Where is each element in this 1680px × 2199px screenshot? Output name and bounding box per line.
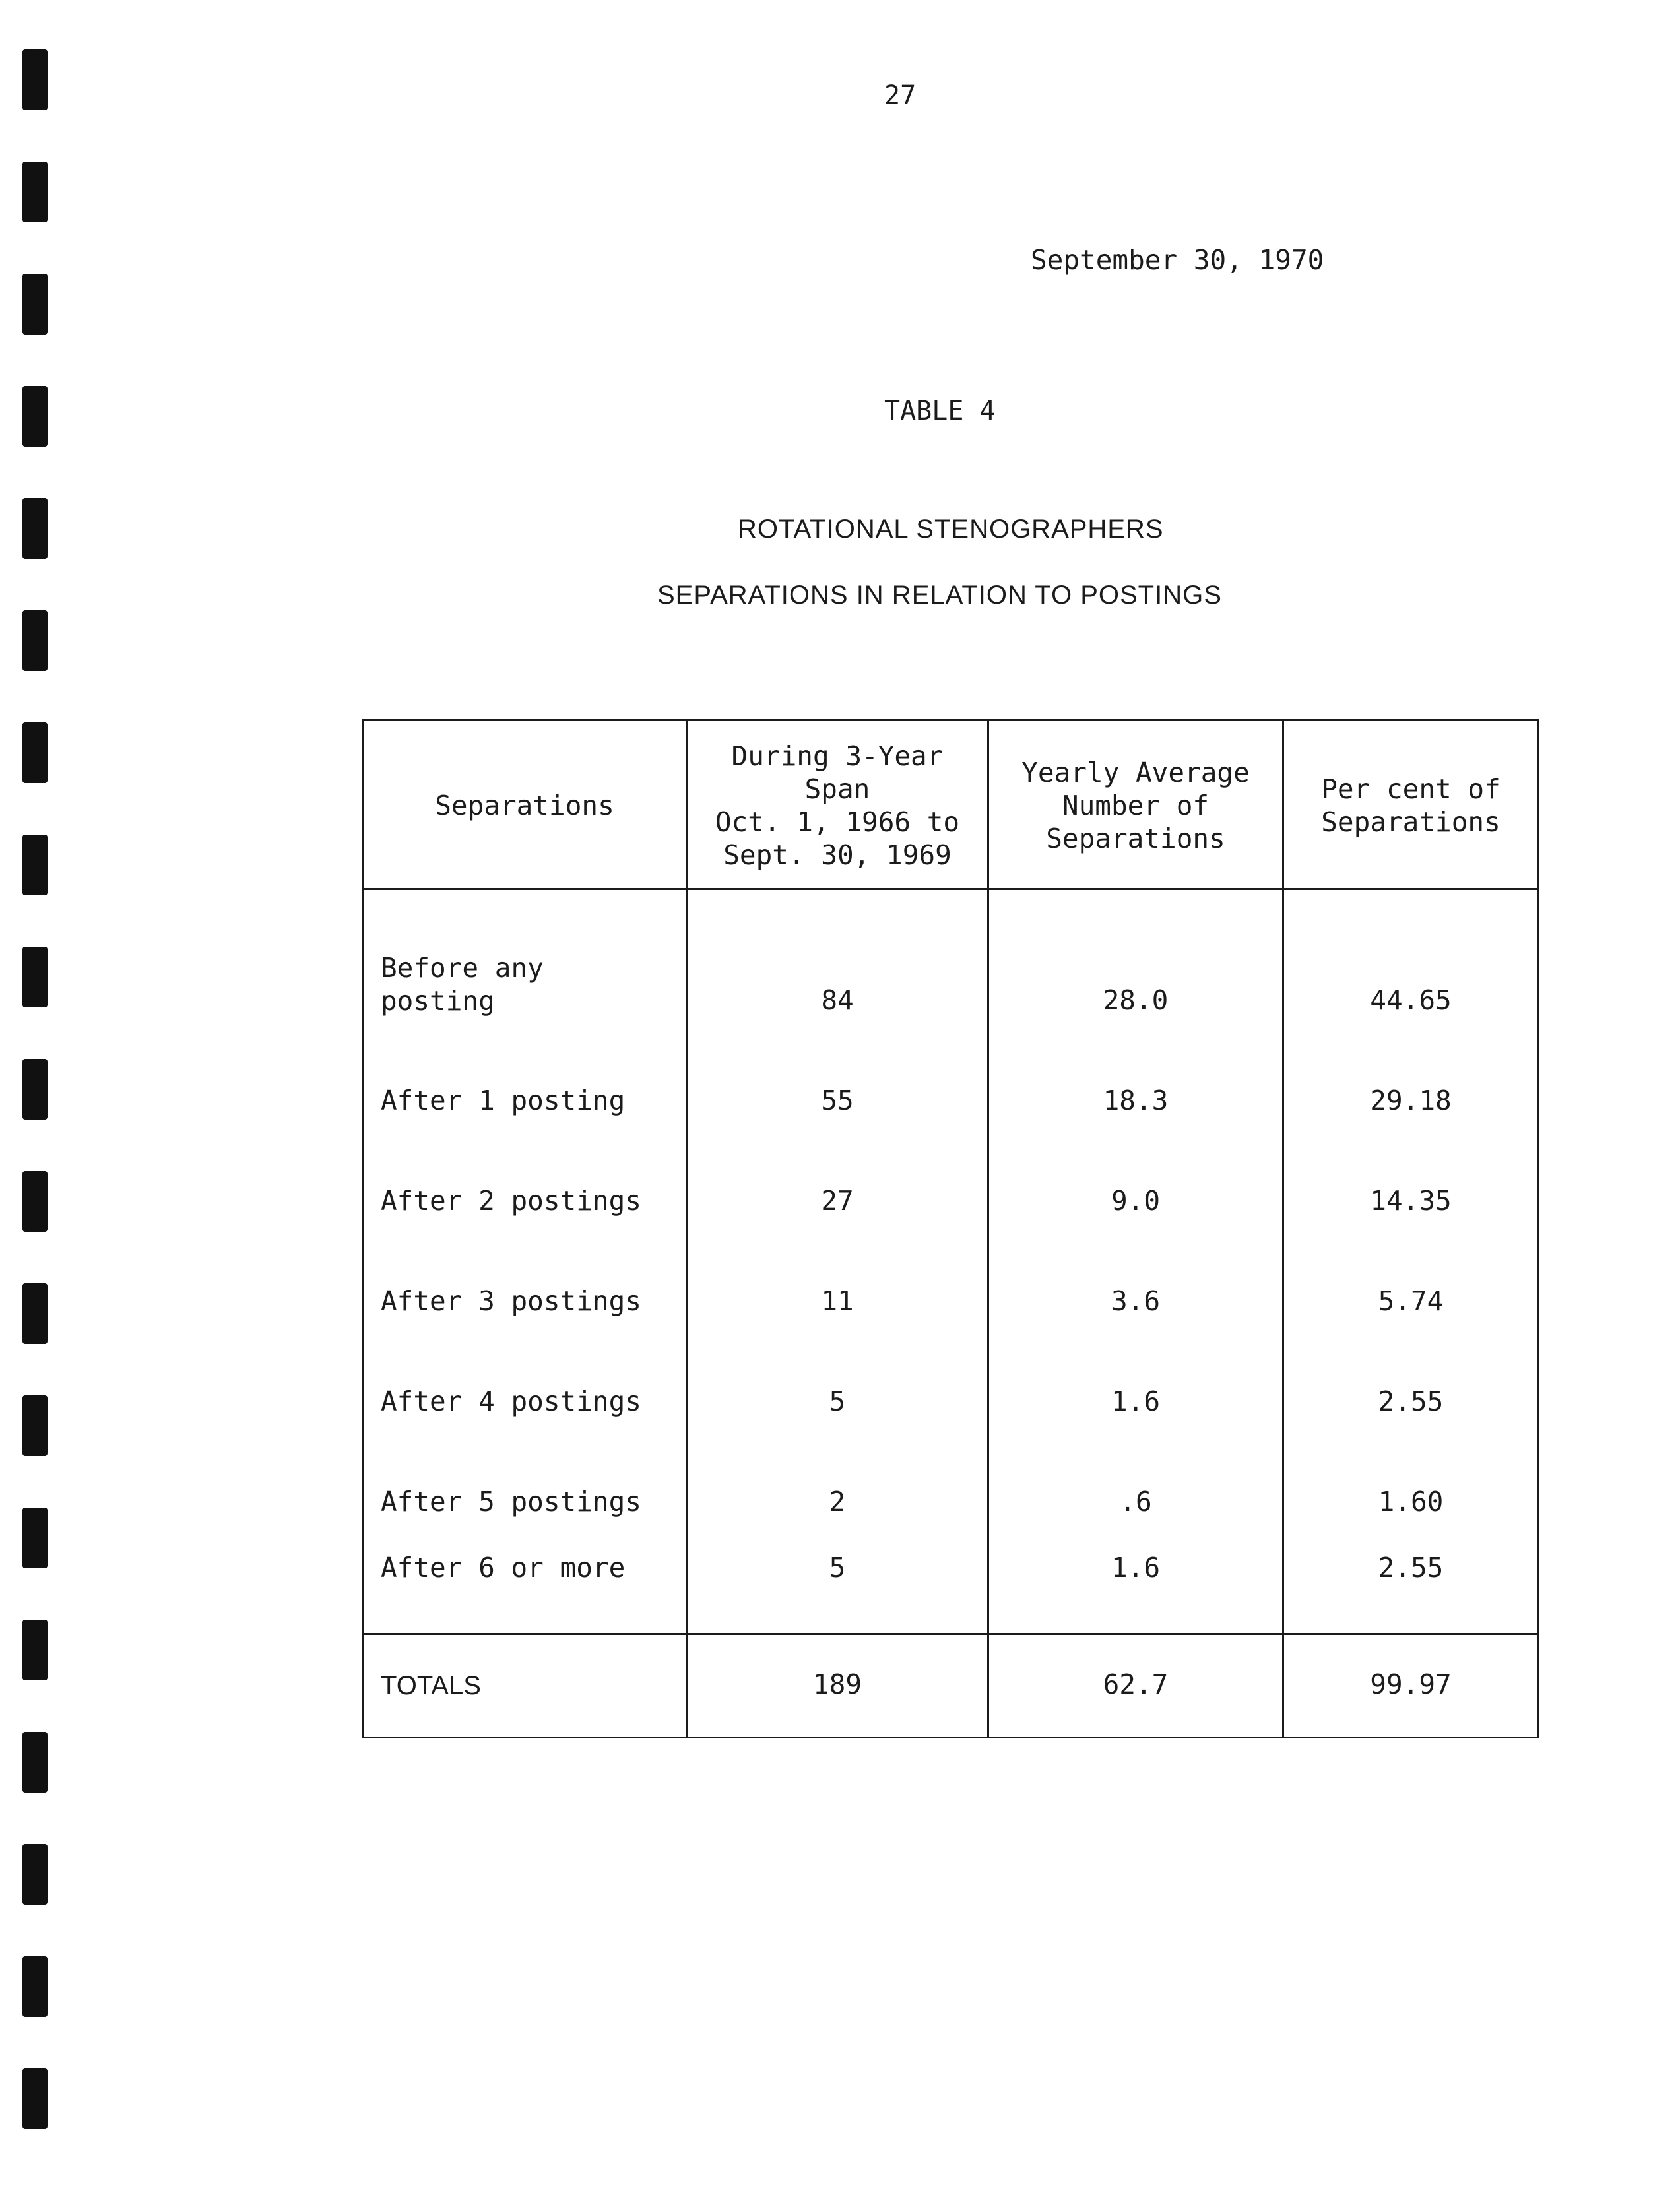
punch-hole: [22, 1059, 48, 1120]
row-percent-value: 1.60: [1378, 1486, 1444, 1517]
header-per-cent: Per cent of Separations: [1321, 773, 1501, 838]
punch-hole: [22, 162, 48, 222]
row-span-value: 11: [821, 1285, 854, 1317]
totals-span-value: 189: [812, 1669, 862, 1700]
row-label: After 1 posting: [381, 1085, 626, 1116]
punch-hole: [22, 722, 48, 783]
row-label: After 2 postings: [381, 1185, 641, 1217]
row-yearly-value: 9.0: [1111, 1185, 1161, 1217]
punch-hole: [22, 2068, 48, 2129]
row-percent-value: 5.74: [1378, 1285, 1444, 1317]
row-label: After 6 or more: [381, 1552, 626, 1583]
row-yearly-value: 3.6: [1111, 1285, 1161, 1317]
punch-hole: [22, 1956, 48, 2017]
punch-hole: [22, 947, 48, 1007]
totals-rule: [364, 1633, 1537, 1635]
row-yearly-value: 1.6: [1111, 1386, 1161, 1417]
document-date: September 30, 1970: [1031, 244, 1324, 276]
row-span-value: 84: [821, 984, 854, 1016]
row-percent-value: 2.55: [1378, 1552, 1444, 1583]
punch-hole: [22, 1283, 48, 1344]
binder-punch-holes: [22, 0, 49, 2199]
row-percent-value: 29.18: [1370, 1085, 1452, 1116]
row-label: Before any posting: [381, 952, 544, 1017]
header-three-year-span: During 3-Year Span Oct. 1, 1966 to Sept. 30, 1969: [715, 740, 960, 871]
separations-table: [362, 719, 1539, 1738]
row-label: After 5 postings: [381, 1486, 641, 1517]
row-span-value: 2: [829, 1486, 846, 1517]
row-yearly-value: 18.3: [1103, 1085, 1169, 1116]
row-span-value: 5: [829, 1386, 846, 1417]
punch-hole: [22, 1171, 48, 1232]
totals-yearly-value: 62.7: [1103, 1669, 1169, 1700]
row-percent-value: 44.65: [1370, 984, 1452, 1016]
row-label: After 4 postings: [381, 1386, 641, 1417]
row-span-value: 27: [821, 1185, 854, 1217]
punch-hole: [22, 49, 48, 110]
table-subtitle: SEPARATIONS IN RELATION TO POSTINGS: [657, 581, 1222, 610]
row-yearly-value: 28.0: [1103, 984, 1169, 1016]
table-label: TABLE 4: [884, 396, 996, 426]
punch-hole: [22, 610, 48, 671]
row-span-value: 55: [821, 1085, 854, 1116]
row-label: After 3 postings: [381, 1285, 641, 1317]
punch-hole: [22, 274, 48, 335]
punch-hole: [22, 1395, 48, 1456]
punch-hole: [22, 1732, 48, 1793]
header-separations: Separations: [435, 789, 614, 821]
punch-hole: [22, 1508, 48, 1568]
punch-hole: [22, 1844, 48, 1905]
totals-percent-value: 99.97: [1370, 1669, 1452, 1700]
punch-hole: [22, 498, 48, 559]
punch-hole: [22, 835, 48, 895]
totals-label: TOTALS: [381, 1671, 481, 1700]
punch-hole: [22, 386, 48, 447]
row-span-value: 5: [829, 1552, 846, 1583]
page-number: 27: [884, 80, 917, 111]
row-percent-value: 2.55: [1378, 1386, 1444, 1417]
row-yearly-value: .6: [1119, 1486, 1152, 1517]
row-percent-value: 14.35: [1370, 1185, 1452, 1217]
punch-hole: [22, 1620, 48, 1680]
row-yearly-value: 1.6: [1111, 1552, 1161, 1583]
header-yearly-average: Yearly Average Number of Separations: [1021, 756, 1250, 854]
table-title: ROTATIONAL STENOGRAPHERS: [738, 515, 1164, 544]
